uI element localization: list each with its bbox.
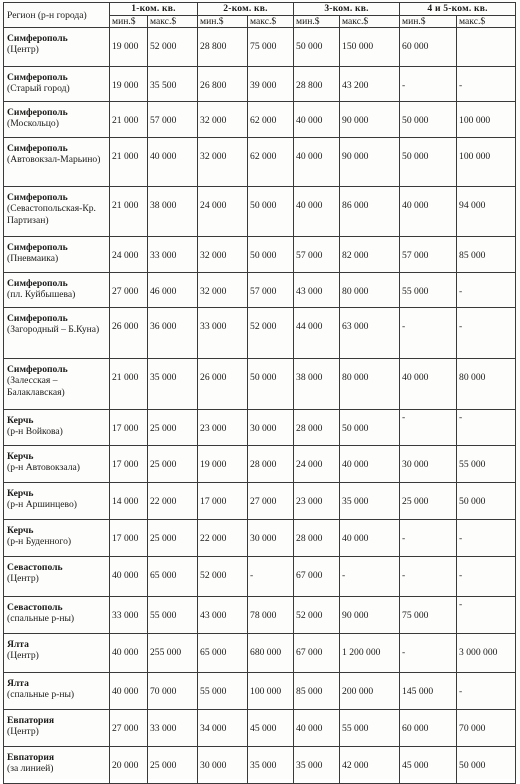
min-price-cell: 52 000: [198, 557, 248, 597]
min-price-cell: 24 000: [198, 187, 248, 237]
max-price-cell: 85 000: [457, 237, 516, 273]
region-cell: [4, 308, 110, 359]
district-name: (спальные р-ны): [7, 613, 75, 624]
min-price-cell: 40 000: [294, 102, 340, 138]
max-price-cell: 35 000: [248, 747, 294, 784]
min-price-cell: -: [400, 67, 457, 102]
max-price-cell: 70 000: [457, 710, 516, 747]
max-price-cell: 33 000: [148, 710, 198, 747]
max-price-cell: 63 000: [340, 308, 400, 359]
min-price-cell: 28 000: [294, 520, 340, 557]
city-name: Симферополь: [7, 143, 68, 154]
max-price-cell: 55 000: [340, 710, 400, 747]
max-price-cell: 55 000: [457, 446, 516, 483]
min-price-cell: 50 000: [400, 102, 457, 138]
district-name: (Центр): [7, 44, 39, 55]
header-sub-min: мин.$: [400, 16, 457, 28]
max-price-cell: 80 000: [340, 359, 400, 410]
table-row: [4, 673, 516, 710]
max-price-cell: 35 500: [148, 67, 198, 102]
region-cell: [4, 359, 110, 410]
min-price-cell: 27 000: [110, 710, 148, 747]
min-price-cell: 60 000: [400, 710, 457, 747]
district-name: (Загородный – Б.Куна): [7, 324, 100, 335]
city-name: Евпатория: [7, 715, 55, 726]
max-price-cell: -: [457, 273, 516, 308]
min-price-cell: 30 000: [400, 446, 457, 483]
max-price-cell: 90 000: [340, 597, 400, 634]
max-price-cell: 70 000: [148, 673, 198, 710]
table-row: [4, 483, 516, 520]
district-name: (р-н Войкова): [7, 426, 63, 437]
header-sub-min: мин.$: [110, 16, 148, 28]
max-price-cell: -: [248, 557, 294, 597]
table-row: [4, 446, 516, 483]
min-price-cell: 19 000: [110, 67, 148, 102]
min-price-cell: -: [400, 520, 457, 557]
table-row: [4, 359, 516, 410]
min-price-cell: 35 000: [294, 747, 340, 784]
max-price-cell: 80 000: [340, 273, 400, 308]
min-price-cell: 57 000: [294, 237, 340, 273]
min-price-cell: 50 000: [400, 138, 457, 187]
min-price-cell: 21 000: [110, 102, 148, 138]
min-price-cell: 27 000: [110, 273, 148, 308]
max-price-cell: 90 000: [340, 102, 400, 138]
district-name: (Автовокзал-Марьино): [7, 154, 101, 165]
max-price-cell: 50 000: [248, 187, 294, 237]
max-price-cell: 1 200 000: [340, 634, 400, 673]
district-name: (р-н Автовокзала): [7, 462, 80, 473]
district-name: (Центр): [7, 573, 39, 584]
max-price-cell: -: [457, 67, 516, 102]
district-name: (р-н Буденного): [7, 536, 72, 547]
max-price-cell: 80 000: [457, 359, 516, 410]
max-price-cell: -: [457, 308, 516, 359]
region-cell: [4, 673, 110, 710]
min-price-cell: 55 000: [400, 273, 457, 308]
city-name: Севастополь: [7, 562, 63, 573]
district-name: (Севастопольская-Кр. Партизан): [7, 203, 96, 226]
region-cell: [4, 634, 110, 673]
max-price-cell: 65 000: [148, 557, 198, 597]
region-cell: [4, 410, 110, 446]
min-price-cell: 55 000: [198, 673, 248, 710]
min-price-cell: -: [400, 557, 457, 597]
min-price-cell: 26 800: [198, 67, 248, 102]
district-name: (Пневмаика): [7, 253, 59, 264]
max-price-cell: 62 000: [248, 102, 294, 138]
min-price-cell: 21 000: [110, 359, 148, 410]
city-name: Симферополь: [7, 242, 68, 253]
min-price-cell: 67 000: [294, 634, 340, 673]
min-price-cell: -: [400, 308, 457, 359]
max-price-cell: 25 000: [148, 747, 198, 784]
region-cell: [4, 187, 110, 237]
max-price-cell: 33 000: [148, 237, 198, 273]
city-name: Керчь: [7, 451, 34, 462]
table-row: [4, 308, 516, 359]
table-row: [4, 557, 516, 597]
max-price-cell: -: [457, 673, 516, 710]
region-cell: [4, 237, 110, 273]
city-name: Керчь: [7, 415, 34, 426]
max-price-cell: 39 000: [248, 67, 294, 102]
header-sub-min: мин.$: [294, 16, 340, 28]
max-price-cell: 50 000: [248, 237, 294, 273]
min-price-cell: 65 000: [198, 634, 248, 673]
max-price-cell: 200 000: [340, 673, 400, 710]
min-price-cell: 32 000: [198, 237, 248, 273]
table-body: [4, 28, 516, 784]
min-price-cell: -: [400, 634, 457, 673]
min-price-cell: 23 000: [198, 410, 248, 446]
max-price-cell: 3 000 000: [457, 634, 516, 673]
max-price-cell: 46 000: [148, 273, 198, 308]
district-name: (Москольцо): [7, 118, 59, 129]
max-price-cell: 86 000: [340, 187, 400, 237]
table-row: [4, 410, 516, 446]
max-price-cell: 62 000: [248, 138, 294, 187]
header-sub-min: мин.$: [198, 16, 248, 28]
city-name: Севастополь: [7, 602, 63, 613]
city-name: Керчь: [7, 525, 34, 536]
district-name: (Центр): [7, 726, 39, 737]
region-cell: [4, 483, 110, 520]
max-price-cell: 30 000: [248, 410, 294, 446]
max-price-cell: 38 000: [148, 187, 198, 237]
max-price-cell: 50 000: [457, 747, 516, 784]
min-price-cell: 26 000: [198, 359, 248, 410]
min-price-cell: 21 000: [110, 187, 148, 237]
max-price-cell: -: [457, 557, 516, 597]
max-price-cell: 22 000: [148, 483, 198, 520]
city-name: Симферополь: [7, 107, 68, 118]
min-price-cell: 17 000: [110, 520, 148, 557]
max-price-cell: 50 000: [457, 483, 516, 520]
max-price-cell: 27 000: [248, 483, 294, 520]
min-price-cell: 21 000: [110, 138, 148, 187]
district-name: (Залесская – Балаклавская): [7, 375, 65, 398]
min-price-cell: 44 000: [294, 308, 340, 359]
header-sub-max: макс.$: [248, 16, 294, 28]
district-name: (Старый город): [7, 83, 70, 94]
region-cell: [4, 273, 110, 308]
city-name: Симферополь: [7, 313, 68, 324]
region-cell: [4, 67, 110, 102]
min-price-cell: 67 000: [294, 557, 340, 597]
city-name: Симферополь: [7, 278, 68, 289]
min-price-cell: 23 000: [294, 483, 340, 520]
max-price-cell: 150 000: [340, 28, 400, 67]
district-name: (за линией): [7, 763, 54, 774]
max-price-cell: 255 000: [148, 634, 198, 673]
min-price-cell: 43 000: [294, 273, 340, 308]
header-sub-max: макс.$: [457, 16, 516, 28]
max-price-cell: 82 000: [340, 237, 400, 273]
min-price-cell: -: [400, 410, 457, 446]
max-price-cell: 40 000: [148, 138, 198, 187]
min-price-cell: 17 000: [110, 446, 148, 483]
max-price-cell: 28 000: [248, 446, 294, 483]
district-name: (Центр): [7, 650, 39, 661]
max-price-cell: 680 000: [248, 634, 294, 673]
max-price-cell: 43 200: [340, 67, 400, 102]
min-price-cell: 52 000: [294, 597, 340, 634]
district-name: (р-н Аршинцево): [7, 499, 77, 510]
region-cell: [4, 710, 110, 747]
max-price-cell: 25 000: [148, 410, 198, 446]
region-cell: [4, 138, 110, 187]
min-price-cell: 85 000: [294, 673, 340, 710]
header-group-1room: 1-ком. кв.: [110, 3, 198, 16]
region-cell: [4, 597, 110, 634]
min-price-cell: 40 000: [294, 187, 340, 237]
max-price-cell: 35 000: [340, 483, 400, 520]
min-price-cell: 32 000: [198, 138, 248, 187]
header-sub-max: макс.$: [148, 16, 198, 28]
table-row: [4, 710, 516, 747]
max-price-cell: 50 000: [340, 410, 400, 446]
region-cell: [4, 102, 110, 138]
max-price-cell: 45 000: [248, 710, 294, 747]
city-name: Симферополь: [7, 72, 68, 83]
max-price-cell: 25 000: [148, 446, 198, 483]
city-name: Ялта: [7, 678, 29, 689]
min-price-cell: 38 000: [294, 359, 340, 410]
max-price-cell: 52 000: [148, 28, 198, 67]
region-cell: [4, 28, 110, 67]
min-price-cell: 45 000: [400, 747, 457, 784]
city-name: Симферополь: [7, 33, 68, 44]
max-price-cell: 40 000: [340, 446, 400, 483]
district-name: (спальные р-ны): [7, 689, 75, 700]
min-price-cell: 24 000: [294, 446, 340, 483]
min-price-cell: 19 000: [110, 28, 148, 67]
header-group-2room: 2-ком. кв.: [198, 3, 294, 16]
max-price-cell: 35 000: [148, 359, 198, 410]
max-price-cell: 25 000: [148, 520, 198, 557]
max-price-cell: -: [457, 410, 516, 446]
min-price-cell: 40 000: [294, 710, 340, 747]
table-row: [4, 237, 516, 273]
min-price-cell: 33 000: [110, 597, 148, 634]
city-name: Симферополь: [7, 192, 68, 203]
min-price-cell: 28 800: [198, 28, 248, 67]
max-price-cell: 40 000: [340, 520, 400, 557]
max-price-cell: 100 000: [457, 138, 516, 187]
table-row: [4, 102, 516, 138]
min-price-cell: 40 000: [400, 359, 457, 410]
table-row: [4, 273, 516, 308]
max-price-cell: 75 000: [248, 28, 294, 67]
min-price-cell: 30 000: [198, 747, 248, 784]
table-row: [4, 597, 516, 634]
min-price-cell: 60 000: [400, 28, 457, 67]
header-group-4-5room: 4 и 5-ком. кв.: [400, 3, 516, 16]
min-price-cell: 24 000: [110, 237, 148, 273]
table-row: [4, 138, 516, 187]
max-price-cell: 36 000: [148, 308, 198, 359]
city-name: Керчь: [7, 488, 34, 499]
region-cell: [4, 747, 110, 784]
max-price-cell: 100 000: [457, 102, 516, 138]
region-cell: [4, 520, 110, 557]
district-name: (пл. Куйбышева): [7, 289, 76, 300]
min-price-cell: 34 000: [198, 710, 248, 747]
min-price-cell: 28 000: [294, 410, 340, 446]
min-price-cell: 17 000: [110, 410, 148, 446]
max-price-cell: 100 000: [248, 673, 294, 710]
max-price-cell: 50 000: [248, 359, 294, 410]
table-row: [4, 747, 516, 784]
header-group-3room: 3-ком. кв.: [294, 3, 400, 16]
region-cell: [4, 557, 110, 597]
city-name: Симферополь: [7, 364, 68, 375]
min-price-cell: 22 000: [198, 520, 248, 557]
min-price-cell: 145 000: [400, 673, 457, 710]
header-region: Регион (р-н города): [4, 3, 110, 28]
min-price-cell: 20 000: [110, 747, 148, 784]
max-price-cell: 57 000: [248, 273, 294, 308]
min-price-cell: 17 000: [198, 483, 248, 520]
min-price-cell: 32 000: [198, 273, 248, 308]
min-price-cell: 50 000: [294, 28, 340, 67]
max-price-cell: 94 000: [457, 187, 516, 237]
max-price-cell: 78 000: [248, 597, 294, 634]
min-price-cell: 40 000: [110, 673, 148, 710]
min-price-cell: 40 000: [110, 634, 148, 673]
max-price-cell: 52 000: [248, 308, 294, 359]
apartment-price-table: [3, 2, 516, 784]
table-row: [4, 520, 516, 557]
max-price-cell: 42 000: [340, 747, 400, 784]
max-price-cell: -: [457, 520, 516, 557]
table-row: [4, 187, 516, 237]
table-row: [4, 67, 516, 102]
min-price-cell: 19 000: [198, 446, 248, 483]
max-price-cell: 57 000: [148, 102, 198, 138]
min-price-cell: 40 000: [110, 557, 148, 597]
city-name: Евпатория: [7, 752, 55, 763]
max-price-cell: -: [340, 557, 400, 597]
min-price-cell: 14 000: [110, 483, 148, 520]
min-price-cell: 40 000: [400, 187, 457, 237]
min-price-cell: 57 000: [400, 237, 457, 273]
min-price-cell: 28 800: [294, 67, 340, 102]
table-row: [4, 28, 516, 67]
min-price-cell: 75 000: [400, 597, 457, 634]
region-cell: [4, 446, 110, 483]
max-price-cell: [457, 28, 516, 67]
max-price-cell: -: [457, 597, 516, 634]
max-price-cell: 90 000: [340, 138, 400, 187]
max-price-cell: 55 000: [148, 597, 198, 634]
table-row: [4, 634, 516, 673]
min-price-cell: 43 000: [198, 597, 248, 634]
min-price-cell: 26 000: [110, 308, 148, 359]
max-price-cell: 30 000: [248, 520, 294, 557]
min-price-cell: 25 000: [400, 483, 457, 520]
min-price-cell: 32 000: [198, 102, 248, 138]
min-price-cell: 33 000: [198, 308, 248, 359]
min-price-cell: 40 000: [294, 138, 340, 187]
city-name: Ялта: [7, 639, 29, 650]
header-sub-max: макс.$: [340, 16, 400, 28]
